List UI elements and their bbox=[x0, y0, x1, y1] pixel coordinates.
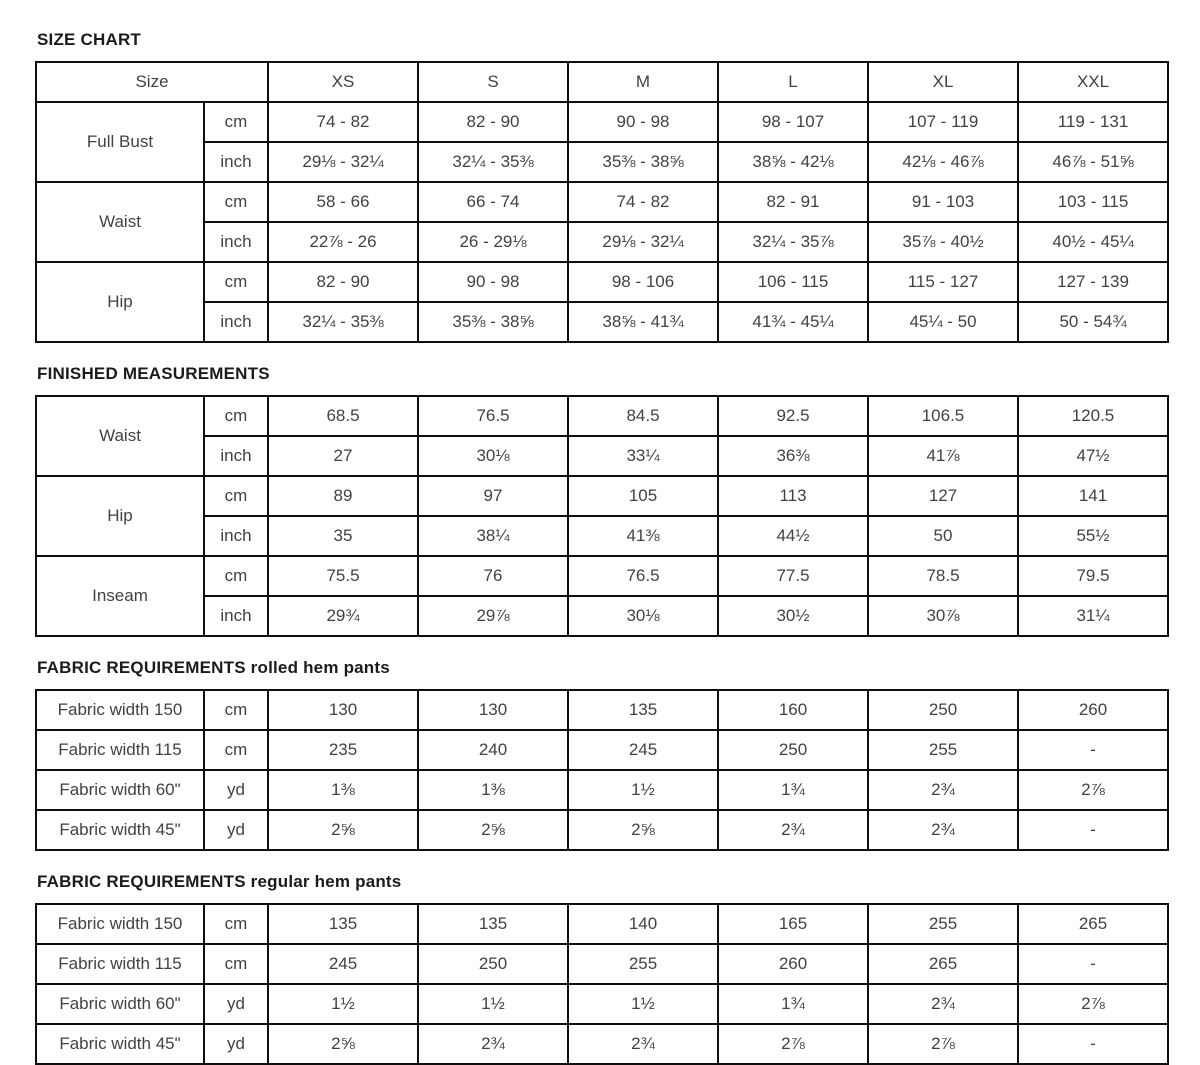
measurement-value: 103 - 115 bbox=[1018, 182, 1168, 222]
measurement-value: 1⅜ bbox=[418, 770, 568, 810]
table-row bbox=[36, 904, 1168, 944]
measurement-value: 41⅞ bbox=[868, 436, 1018, 476]
size-column-header: S bbox=[418, 62, 568, 102]
measurement-value: 1½ bbox=[568, 770, 718, 810]
unit-label: cm bbox=[204, 476, 268, 516]
section-fabric-rolled-hem bbox=[35, 658, 1168, 851]
measurement-value: 250 bbox=[868, 690, 1018, 730]
measurement-value: 2⅝ bbox=[268, 810, 418, 850]
measurement-value: 2⅞ bbox=[1018, 770, 1168, 810]
measurement-value: 1⅜ bbox=[268, 770, 418, 810]
unit-label: cm bbox=[204, 396, 268, 436]
measurement-value: 2¾ bbox=[568, 1024, 718, 1064]
unit-label: cm bbox=[204, 556, 268, 596]
measurement-value: 2⅝ bbox=[568, 810, 718, 850]
measurement-value: - bbox=[1018, 944, 1168, 984]
measurement-value: - bbox=[1018, 1024, 1168, 1064]
table-row bbox=[36, 556, 1168, 596]
measurement-value: 38¼ bbox=[418, 516, 568, 556]
measurement-value: 135 bbox=[418, 904, 568, 944]
measurement-label: Waist bbox=[36, 182, 204, 262]
measurement-value: 84.5 bbox=[568, 396, 718, 436]
measurement-value: 2⅝ bbox=[418, 810, 568, 850]
measurement-value: 36⅜ bbox=[718, 436, 868, 476]
measurement-value: 35⅜ - 38⅝ bbox=[568, 142, 718, 182]
measurement-value: 120.5 bbox=[1018, 396, 1168, 436]
size-column-header: M bbox=[568, 62, 718, 102]
measurement-label: Fabric width 150 bbox=[36, 904, 204, 944]
measurement-value: 2⅞ bbox=[1018, 984, 1168, 1024]
measurement-value: 29⅛ - 32¼ bbox=[268, 142, 418, 182]
fabric-rolled-hem-table bbox=[35, 689, 1169, 851]
measurement-value: 97 bbox=[418, 476, 568, 516]
unit-label: cm bbox=[204, 102, 268, 142]
measurement-value: 245 bbox=[568, 730, 718, 770]
measurement-value: 32¼ - 35⅜ bbox=[418, 142, 568, 182]
measurement-label: Fabric width 115 bbox=[36, 944, 204, 984]
table-row bbox=[36, 690, 1168, 730]
measurement-value: 66 - 74 bbox=[418, 182, 568, 222]
measurement-value: 32¼ - 35⅞ bbox=[718, 222, 868, 262]
table-row bbox=[36, 984, 1168, 1024]
measurement-label: Waist bbox=[36, 396, 204, 476]
measurement-value: 141 bbox=[1018, 476, 1168, 516]
measurement-value: 89 bbox=[268, 476, 418, 516]
measurement-value: 82 - 91 bbox=[718, 182, 868, 222]
table-row bbox=[36, 516, 1168, 556]
measurement-value: 30⅛ bbox=[568, 596, 718, 636]
table-row bbox=[36, 302, 1168, 342]
measurement-value: 2¾ bbox=[868, 984, 1018, 1024]
measurement-value: 90 - 98 bbox=[568, 102, 718, 142]
measurement-value: 245 bbox=[268, 944, 418, 984]
measurement-value: 58 - 66 bbox=[268, 182, 418, 222]
table-row bbox=[36, 770, 1168, 810]
measurement-value: - bbox=[1018, 810, 1168, 850]
measurement-value: 2⅝ bbox=[268, 1024, 418, 1064]
section-heading: FABRIC REQUIREMENTS rolled hem pants bbox=[37, 658, 390, 677]
measurement-value: 47½ bbox=[1018, 436, 1168, 476]
section-heading: SIZE CHART bbox=[37, 30, 141, 49]
measurement-value: 1½ bbox=[418, 984, 568, 1024]
measurement-value: 130 bbox=[268, 690, 418, 730]
table-row bbox=[36, 596, 1168, 636]
unit-label: cm bbox=[204, 904, 268, 944]
measurement-value: 68.5 bbox=[268, 396, 418, 436]
unit-label: cm bbox=[204, 944, 268, 984]
measurement-value: 2¾ bbox=[418, 1024, 568, 1064]
measurement-value: 1¾ bbox=[718, 984, 868, 1024]
size-column-header: XXL bbox=[1018, 62, 1168, 102]
measurement-value: 74 - 82 bbox=[268, 102, 418, 142]
measurement-value: 50 - 54¾ bbox=[1018, 302, 1168, 342]
measurement-value: 1½ bbox=[568, 984, 718, 1024]
measurement-value: 29⅛ - 32¼ bbox=[568, 222, 718, 262]
size-column-header: L bbox=[718, 62, 868, 102]
section-size-chart bbox=[35, 30, 1168, 343]
unit-label: inch bbox=[204, 302, 268, 342]
measurement-value: 79.5 bbox=[1018, 556, 1168, 596]
unit-label: inch bbox=[204, 516, 268, 556]
measurement-value: 76.5 bbox=[418, 396, 568, 436]
measurement-label: Fabric width 45" bbox=[36, 810, 204, 850]
measurement-value: 92.5 bbox=[718, 396, 868, 436]
finished-measurements-table bbox=[35, 395, 1169, 637]
measurement-value: 119 - 131 bbox=[1018, 102, 1168, 142]
size-column-header: XL bbox=[868, 62, 1018, 102]
measurement-value: 98 - 107 bbox=[718, 102, 868, 142]
measurement-value: 235 bbox=[268, 730, 418, 770]
table-row bbox=[36, 222, 1168, 262]
measurement-value: 98 - 106 bbox=[568, 262, 718, 302]
measurement-value: 35⅞ - 40½ bbox=[868, 222, 1018, 262]
measurement-value: 2¾ bbox=[868, 810, 1018, 850]
fabric-regular-hem-table bbox=[35, 903, 1169, 1065]
measurement-value: 165 bbox=[718, 904, 868, 944]
measurement-value: 140 bbox=[568, 904, 718, 944]
measurement-value: 2¾ bbox=[868, 770, 1018, 810]
unit-label: inch bbox=[204, 222, 268, 262]
measurement-label: Fabric width 60" bbox=[36, 770, 204, 810]
measurement-value: 41⅜ bbox=[568, 516, 718, 556]
measurement-value: 107 - 119 bbox=[868, 102, 1018, 142]
table-row bbox=[36, 1024, 1168, 1064]
measurement-value: 135 bbox=[268, 904, 418, 944]
measurement-value: 30⅞ bbox=[868, 596, 1018, 636]
size-chart-document bbox=[35, 30, 1168, 1065]
section-finished-measurements bbox=[35, 364, 1168, 637]
measurement-value: 42⅛ - 46⅞ bbox=[868, 142, 1018, 182]
measurement-value: 82 - 90 bbox=[268, 262, 418, 302]
table-row bbox=[36, 102, 1168, 142]
measurement-value: 27 bbox=[268, 436, 418, 476]
table-row bbox=[36, 810, 1168, 850]
measurement-value: 250 bbox=[418, 944, 568, 984]
measurement-value: 77.5 bbox=[718, 556, 868, 596]
measurement-value: 106.5 bbox=[868, 396, 1018, 436]
unit-label: cm bbox=[204, 262, 268, 302]
table-row bbox=[36, 142, 1168, 182]
measurement-value: 29⅞ bbox=[418, 596, 568, 636]
measurement-label: Hip bbox=[36, 476, 204, 556]
measurement-value: 78.5 bbox=[868, 556, 1018, 596]
measurement-value: 130 bbox=[418, 690, 568, 730]
measurement-value: 260 bbox=[1018, 690, 1168, 730]
measurement-value: 44½ bbox=[718, 516, 868, 556]
measurement-value: 2¾ bbox=[718, 810, 868, 850]
unit-label: inch bbox=[204, 596, 268, 636]
unit-label: yd bbox=[204, 770, 268, 810]
unit-label: cm bbox=[204, 182, 268, 222]
measurement-value: 41¾ - 45¼ bbox=[718, 302, 868, 342]
measurement-value: - bbox=[1018, 730, 1168, 770]
measurement-value: 127 bbox=[868, 476, 1018, 516]
table-row bbox=[36, 262, 1168, 302]
unit-label: yd bbox=[204, 810, 268, 850]
measurement-value: 240 bbox=[418, 730, 568, 770]
measurement-value: 30½ bbox=[718, 596, 868, 636]
measurement-label: Fabric width 60" bbox=[36, 984, 204, 1024]
measurement-value: 255 bbox=[868, 904, 1018, 944]
measurement-label: Full Bust bbox=[36, 102, 204, 182]
measurement-value: 2⅞ bbox=[718, 1024, 868, 1064]
measurement-value: 265 bbox=[1018, 904, 1168, 944]
unit-label: yd bbox=[204, 984, 268, 1024]
table-row bbox=[36, 396, 1168, 436]
table-row bbox=[36, 436, 1168, 476]
measurement-value: 35⅜ - 38⅝ bbox=[418, 302, 568, 342]
unit-label: yd bbox=[204, 1024, 268, 1064]
measurement-value: 76 bbox=[418, 556, 568, 596]
measurement-value: 160 bbox=[718, 690, 868, 730]
measurement-value: 22⅞ - 26 bbox=[268, 222, 418, 262]
table-row bbox=[36, 182, 1168, 222]
measurement-value: 113 bbox=[718, 476, 868, 516]
measurement-value: 1¾ bbox=[718, 770, 868, 810]
measurement-value: 55½ bbox=[1018, 516, 1168, 556]
section-heading: FABRIC REQUIREMENTS regular hem pants bbox=[37, 872, 402, 891]
measurement-value: 90 - 98 bbox=[418, 262, 568, 302]
measurement-label: Fabric width 45" bbox=[36, 1024, 204, 1064]
measurement-value: 82 - 90 bbox=[418, 102, 568, 142]
measurement-value: 105 bbox=[568, 476, 718, 516]
table-row bbox=[36, 730, 1168, 770]
size-corner-label: Size bbox=[36, 62, 268, 102]
measurement-value: 255 bbox=[568, 944, 718, 984]
measurement-value: 46⅞ - 51⅝ bbox=[1018, 142, 1168, 182]
measurement-value: 26 - 29⅛ bbox=[418, 222, 568, 262]
measurement-value: 38⅝ - 42⅛ bbox=[718, 142, 868, 182]
measurement-value: 106 - 115 bbox=[718, 262, 868, 302]
measurement-value: 127 - 139 bbox=[1018, 262, 1168, 302]
section-heading: FINISHED MEASUREMENTS bbox=[37, 364, 270, 383]
unit-label: cm bbox=[204, 730, 268, 770]
size-column-header: XS bbox=[268, 62, 418, 102]
measurement-value: 91 - 103 bbox=[868, 182, 1018, 222]
measurement-value: 115 - 127 bbox=[868, 262, 1018, 302]
measurement-value: 250 bbox=[718, 730, 868, 770]
measurement-value: 33¼ bbox=[568, 436, 718, 476]
measurement-value: 45¼ - 50 bbox=[868, 302, 1018, 342]
measurement-label: Fabric width 150 bbox=[36, 690, 204, 730]
unit-label: inch bbox=[204, 436, 268, 476]
measurement-value: 265 bbox=[868, 944, 1018, 984]
measurement-value: 1½ bbox=[268, 984, 418, 1024]
measurement-value: 40½ - 45¼ bbox=[1018, 222, 1168, 262]
table-row bbox=[36, 476, 1168, 516]
measurement-value: 31¼ bbox=[1018, 596, 1168, 636]
size-header-row bbox=[36, 62, 1168, 102]
measurement-value: 30⅛ bbox=[418, 436, 568, 476]
measurement-value: 135 bbox=[568, 690, 718, 730]
unit-label: inch bbox=[204, 142, 268, 182]
measurement-label: Hip bbox=[36, 262, 204, 342]
measurement-value: 255 bbox=[868, 730, 1018, 770]
measurement-value: 29¾ bbox=[268, 596, 418, 636]
measurement-value: 76.5 bbox=[568, 556, 718, 596]
measurement-value: 75.5 bbox=[268, 556, 418, 596]
measurement-value: 32¼ - 35⅜ bbox=[268, 302, 418, 342]
measurement-value: 38⅝ - 41¾ bbox=[568, 302, 718, 342]
measurement-value: 2⅞ bbox=[868, 1024, 1018, 1064]
size-chart-table bbox=[35, 61, 1169, 343]
section-fabric-regular-hem bbox=[35, 872, 1168, 1065]
measurement-value: 35 bbox=[268, 516, 418, 556]
measurement-value: 74 - 82 bbox=[568, 182, 718, 222]
measurement-value: 50 bbox=[868, 516, 1018, 556]
measurement-label: Inseam bbox=[36, 556, 204, 636]
measurement-value: 260 bbox=[718, 944, 868, 984]
unit-label: cm bbox=[204, 690, 268, 730]
table-row bbox=[36, 944, 1168, 984]
measurement-label: Fabric width 115 bbox=[36, 730, 204, 770]
